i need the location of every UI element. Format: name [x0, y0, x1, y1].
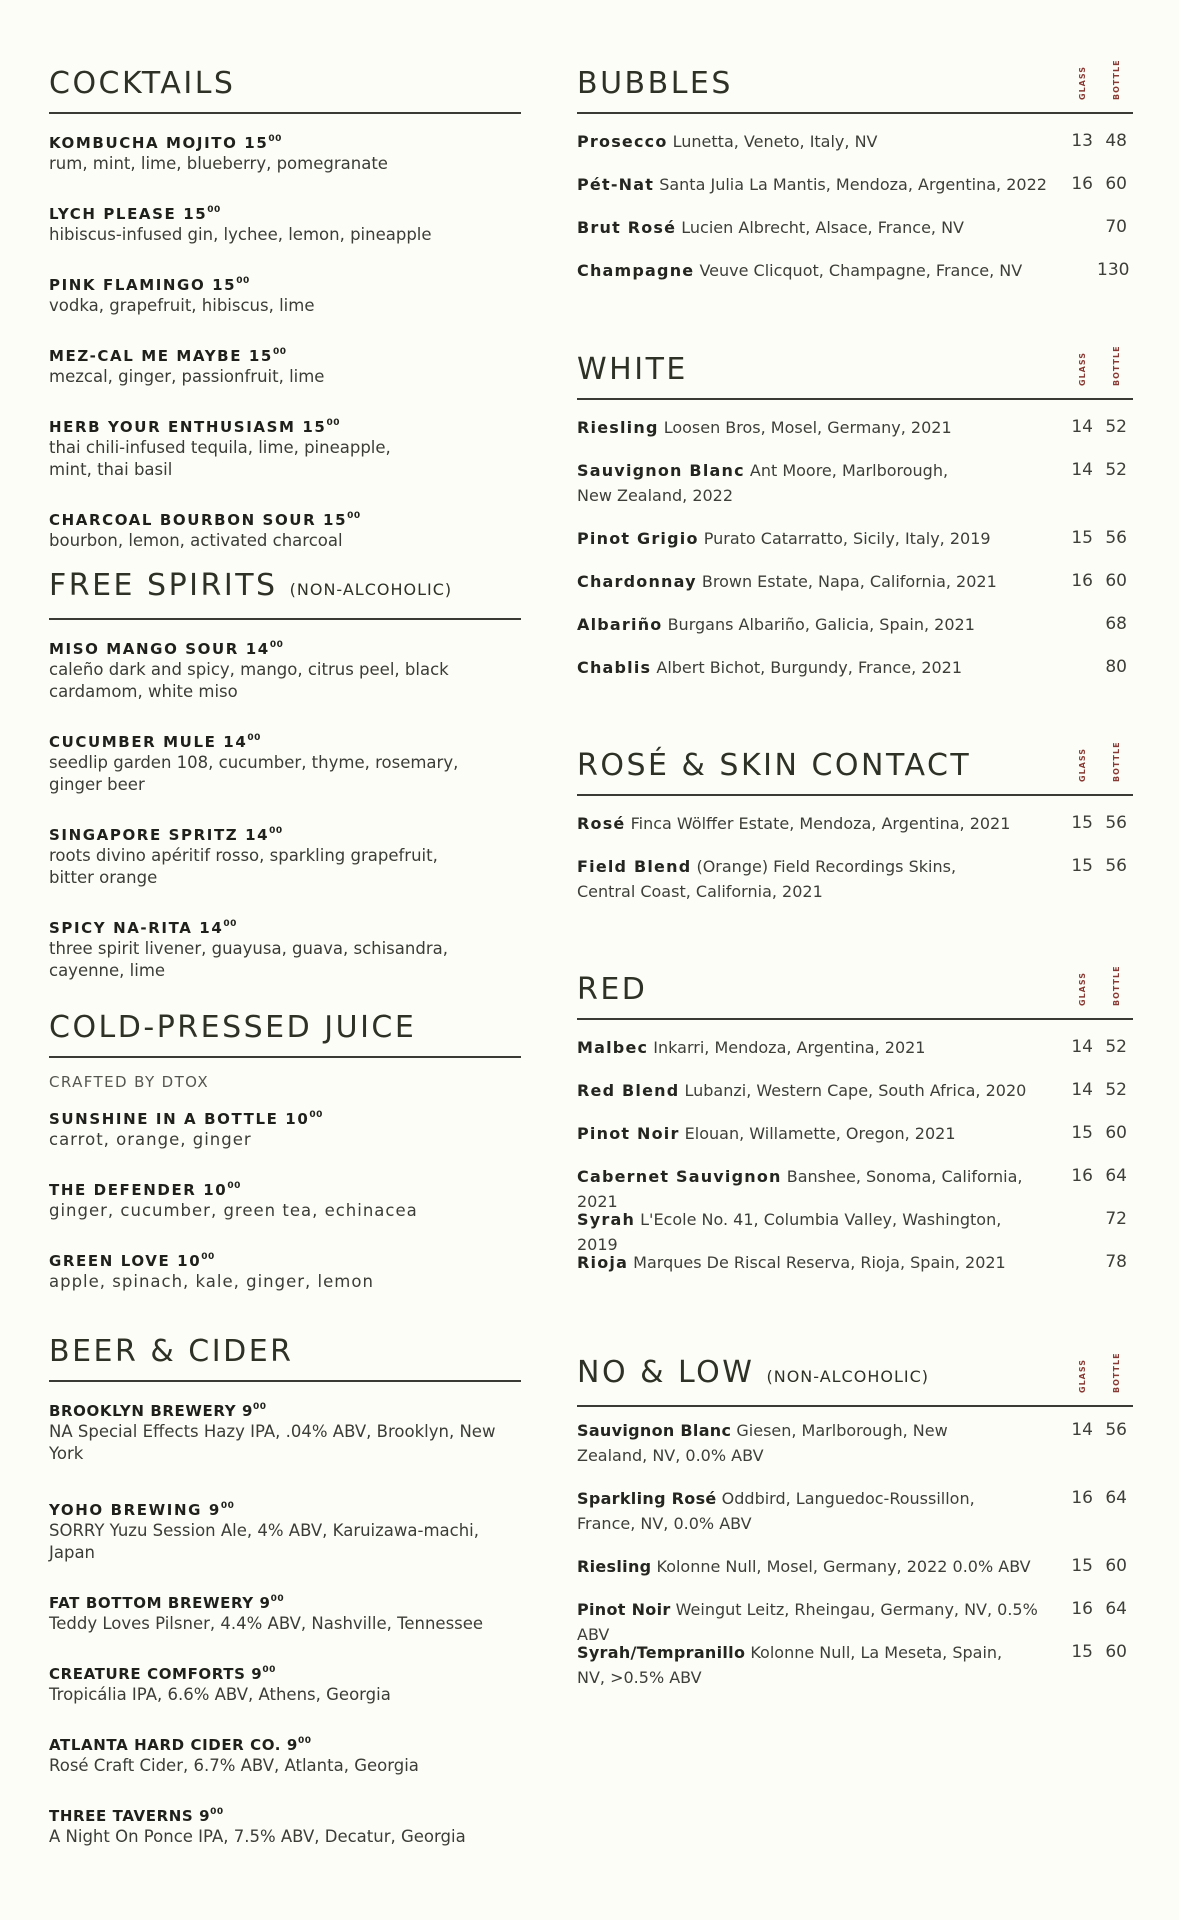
menu-item: LYCH PLEASE $15^{00}$ hibiscus-infused gin, lychee, lemon, pineapple: [49, 205, 432, 244]
bottle-column-label: BOTTLE: [1112, 59, 1121, 100]
glass-price: 14: [1071, 1037, 1093, 1057]
wine-row: Riesling Kolonne Null, Mosel, Germany, 2022 0.0% ABV 15 60: [577, 1554, 1133, 1579]
menu-item: PINK FLAMINGO $15^{00}$ vodka, grapefruit, hibiscus, lime: [49, 276, 315, 315]
wine-row: Chardonnay Brown Estate, Napa, California, 2021 16 60: [577, 569, 1133, 594]
section-title: NO & LOW: [577, 1355, 755, 1390]
wine-row: Pinot Grigio Purato Catarratto, Sicily, Italy, 2019 15 56: [577, 526, 1133, 551]
bottle-price: 60: [1105, 1556, 1127, 1576]
beer-section: [49, 1334, 521, 1848]
glass-column-label: GLASS: [1078, 351, 1087, 386]
wine-row: Albariño Burgans Albariño, Galicia, Spain, 2021 68: [577, 612, 1133, 637]
rose-section: [577, 741, 1133, 901]
juice-section: [49, 1010, 521, 1293]
menu-item: KOMBUCHA MOJITO $15^{00}$ rum, mint, lime, blueberry, pomegranate: [49, 134, 388, 173]
glass-price: 16: [1071, 1599, 1093, 1619]
glass-price: 14: [1071, 1420, 1093, 1440]
column-labels: [1073, 966, 1133, 1006]
glass-price: 15: [1071, 528, 1093, 548]
wine-row: Rioja Marques De Riscal Reserva, Rioja, Spain, 2021 78: [577, 1250, 1133, 1275]
wine-row: Syrah L'Ecole No. 41, Columbia Valley, Washington, 2019 72: [577, 1209, 1127, 1254]
menu-item: MEZ-CAL ME MAYBE $15^{00}$ mezcal, ginger, passionfruit, lime: [49, 347, 325, 386]
glass-column-label: GLASS: [1078, 1358, 1087, 1393]
bottle-price: 68: [1105, 614, 1127, 634]
bottle-price: 64: [1105, 1599, 1127, 1619]
rose-header: [577, 741, 1133, 796]
wine-row: Field Blend (Orange) Field Recordings Skins, Central Coast, California, 2021 15 56: [577, 856, 1127, 901]
bottle-price: 64: [1105, 1166, 1127, 1186]
menu-item: THE DEFENDER $10^{00}$ ginger, cucumber, green tea, echinacea: [49, 1181, 418, 1220]
bottle-column-label: BOTTLE: [1112, 345, 1121, 386]
bottle-price: 60: [1105, 1123, 1127, 1143]
bottle-price: 56: [1105, 813, 1127, 833]
glass-price: 15: [1071, 813, 1093, 833]
section-subtitle: (NON-ALCOHOLIC): [766, 1367, 929, 1386]
menu-item: THREE TAVERNS $9^{00}$ A Night On Ponce IPA, 7.5% ABV, Decatur, Georgia: [49, 1807, 466, 1846]
free-spirits-header: [49, 568, 521, 620]
column-labels: [1073, 1353, 1133, 1393]
no-low-section: [577, 1352, 1133, 1687]
wine-row: Chablis Albert Bichot, Burgundy, France, 2021 80: [577, 655, 1133, 680]
wine-row: Champagne Veuve Clicquot, Champagne, France, NV 130: [577, 258, 1133, 283]
wine-row: Pinot Noir Elouan, Willamette, Oregon, 2021 15 60: [577, 1121, 1133, 1146]
wine-row: Cabernet Sauvignon Banshee, Sonoma, California, 2021 16 64: [577, 1166, 1127, 1211]
glass-column-label: GLASS: [1078, 65, 1087, 100]
bottle-price: 56: [1105, 528, 1127, 548]
bottle-column-label: BOTTLE: [1112, 741, 1121, 782]
glass-price: 16: [1071, 1488, 1093, 1508]
menu-item: YOHO BREWING $9^{00}$ SORRY Yuzu Session Ale, 4% ABV, Karuizawa-machi, Japan: [49, 1501, 480, 1562]
section-subtitle: (NON-ALCOHOLIC): [289, 580, 453, 599]
bottle-price: 56: [1105, 1420, 1127, 1440]
bottle-price: 80: [1105, 657, 1127, 677]
menu-item: SINGAPORE SPRITZ $14^{00}$ roots divino apéritif rosso, sparkling grapefruit, bitter orange: [49, 826, 438, 887]
bottle-price: 48: [1105, 131, 1127, 151]
section-title: COLD-PRESSED JUICE: [49, 1010, 417, 1045]
bubbles-header: [577, 59, 1133, 114]
section-title: RED: [577, 972, 648, 1007]
crafted-by-note: CRAFTED BY DTOX: [49, 1073, 210, 1091]
wine-row: Sauvignon Blanc Ant Moore, Marlborough, New Zealand, 2022 14 52: [577, 460, 1127, 505]
no-low-header: [577, 1352, 1133, 1407]
wine-row: Red Blend Lubanzi, Western Cape, South Africa, 2020 14 52: [577, 1078, 1133, 1103]
section-title: FREE SPIRITS: [49, 568, 278, 603]
wine-row: Prosecco Lunetta, Veneto, Italy, NV 13 48: [577, 129, 1133, 154]
red-header: [577, 965, 1133, 1020]
bottle-column-label: BOTTLE: [1112, 965, 1121, 1006]
menu-item: CHARCOAL BOURBON SOUR $15^{00}$ bourbon, lemon, activated charcoal: [49, 511, 361, 550]
bottle-price: 70: [1105, 217, 1127, 237]
white-header: [577, 345, 1133, 400]
menu-item: MISO MANGO SOUR $14^{00}$ caleño dark and spicy, mango, citrus peel, black cardamom, white miso: [49, 640, 449, 701]
wine-row: Pinot Noir Weingut Leitz, Rheingau, Germany, NV, 0.5% ABV 16 64: [577, 1599, 1127, 1644]
bottle-price: 52: [1105, 1037, 1127, 1057]
bottle-price: 60: [1105, 1642, 1127, 1662]
menu-item: ATLANTA HARD CIDER CO. $9^{00}$ Rosé Craft Cider, 6.7% ABV, Atlanta, Georgia: [49, 1736, 419, 1775]
cocktails-header: [49, 66, 521, 114]
bottle-price: 72: [1105, 1209, 1127, 1229]
free-spirits-section: [49, 568, 521, 982]
menu-item: GREEN LOVE $10^{00}$ apple, spinach, kale, ginger, lemon: [49, 1252, 374, 1291]
glass-price: 13: [1071, 131, 1093, 151]
bubbles-section: [577, 59, 1133, 280]
bottle-price: 52: [1105, 460, 1127, 480]
menu-item: CUCUMBER MULE $14^{00}$ seedlip garden 108, cucumber, thyme, rosemary, ginger beer: [49, 733, 459, 794]
bottle-price: 56: [1105, 856, 1127, 876]
wine-row: Sparkling Rosé Oddbird, Languedoc-Roussillon, France, NV, 0.0% ABV 16 64: [577, 1488, 1127, 1533]
glass-column-label: GLASS: [1078, 747, 1087, 782]
section-title: COCKTAILS: [49, 66, 236, 101]
wine-row: Brut Rosé Lucien Albrecht, Alsace, France, NV 70: [577, 215, 1133, 240]
bottle-price: 78: [1105, 1252, 1127, 1272]
column-labels: [1073, 60, 1133, 100]
bottle-price: 60: [1105, 174, 1127, 194]
glass-price: 16: [1071, 174, 1093, 194]
glass-price: 16: [1071, 1166, 1093, 1186]
menu-item: HERB YOUR ENTHUSIASM $15^{00}$ thai chili-infused tequila, lime, pineapple, mint, thai basil: [49, 418, 391, 479]
bottle-price: 52: [1105, 417, 1127, 437]
beer-header: [49, 1334, 521, 1382]
column-labels: [1073, 346, 1133, 386]
bottle-column-label: BOTTLE: [1112, 1352, 1121, 1393]
glass-price: 14: [1071, 417, 1093, 437]
menu-item: FAT BOTTOM BREWERY $9^{00}$ Teddy Loves Pilsner, 4.4% ABV, Nashville, Tennessee: [49, 1594, 484, 1633]
wine-row: Riesling Loosen Bros, Mosel, Germany, 2021 14 52: [577, 415, 1133, 440]
section-title: BUBBLES: [577, 66, 733, 101]
wine-row: Sauvignon Blanc Giesen, Marlborough, New Zealand, NV, 0.0% ABV 14 56: [577, 1420, 1127, 1465]
glass-price: 16: [1071, 571, 1093, 591]
glass-price: 15: [1071, 1123, 1093, 1143]
bottle-price: 64: [1105, 1488, 1127, 1508]
glass-price: 14: [1071, 1080, 1093, 1100]
section-title: BEER & CIDER: [49, 1334, 294, 1369]
glass-price: 15: [1071, 1556, 1093, 1576]
white-section: [577, 345, 1133, 677]
menu-item: SPICY NA-RITA $14^{00}$ three spirit livener, guayusa, guava, schisandra, cayenne, lime: [49, 919, 448, 980]
glass-price: 15: [1071, 1642, 1093, 1662]
bottle-price: 130: [1097, 260, 1130, 280]
wine-row: Malbec Inkarri, Mendoza, Argentina, 2021 14 52: [577, 1035, 1133, 1060]
glass-price: 15: [1071, 856, 1093, 876]
juice-header: [49, 1010, 521, 1058]
red-section: [577, 965, 1133, 1272]
bottle-price: 52: [1105, 1080, 1127, 1100]
menu-item: SUNSHINE IN A BOTTLE $10^{00}$ carrot, orange, ginger: [49, 1110, 323, 1149]
cocktails-section: [49, 66, 521, 552]
glass-column-label: GLASS: [1078, 971, 1087, 1006]
bottle-price: 60: [1105, 571, 1127, 591]
section-title: WHITE: [577, 352, 688, 387]
wine-row: Rosé Finca Wölffer Estate, Mendoza, Argentina, 2021 15 56: [577, 811, 1133, 836]
menu-item: CREATURE COMFORTS $9^{00}$ Tropicália IPA, 6.6% ABV, Athens, Georgia: [49, 1665, 391, 1704]
glass-price: 14: [1071, 460, 1093, 480]
wine-row: Syrah/Tempranillo Kolonne Null, La Meseta, Spain, NV, >0.5% ABV 15 60: [577, 1642, 1127, 1687]
menu-item: BROOKLYN BREWERY $9^{00}$ NA Special Effects Hazy IPA, .04% ABV, Brooklyn, New York: [49, 1402, 496, 1463]
wine-row: Pét-Nat Santa Julia La Mantis, Mendoza, Argentina, 2022 16 60: [577, 172, 1133, 197]
section-title: ROSÉ & SKIN CONTACT: [577, 748, 972, 783]
column-labels: [1073, 742, 1133, 782]
